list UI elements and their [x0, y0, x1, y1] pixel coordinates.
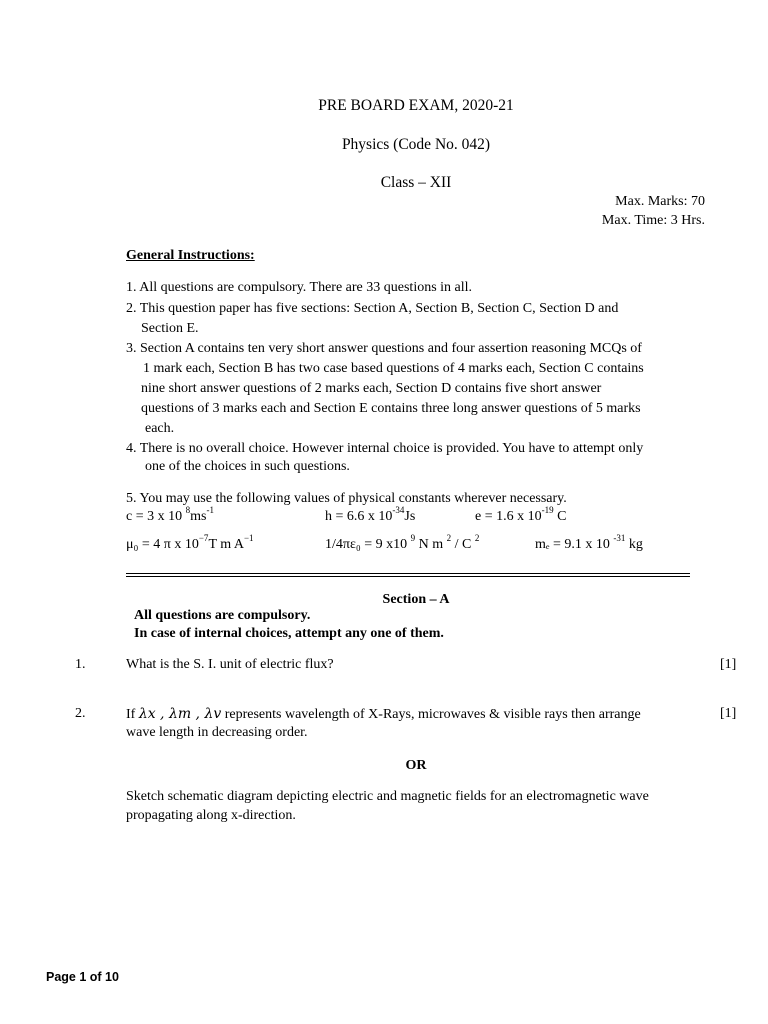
instruction-2a: 2. This question paper has five sections: Section A, Section B, Section C, Section D and	[126, 301, 619, 316]
constant-coulomb: 1/4πε₀ = 9 x10 $^9$ N m $^2$ / C $^2$	[325, 533, 480, 552]
exam-title: PRE BOARD EXAM, 2020-21	[318, 97, 514, 114]
instruction-3c: nine short answer questions of 2 marks each, Section D contains five short answer	[141, 381, 602, 396]
class-label: Class – XII	[380, 174, 452, 191]
divider-top	[126, 573, 690, 574]
instruction-2b: Section E.	[141, 321, 199, 336]
max-time: Max. Time: 3 Hrs.	[601, 213, 705, 228]
question-2-text-a: If λx , λm , λv represents wavelength of X-Rays, microwaves & visible rays then arrange	[126, 706, 641, 722]
section-a-note-1: All questions are compulsory.	[134, 608, 311, 623]
question-2-alt-b: propagating along x-direction.	[126, 808, 296, 823]
instruction-5: 5. You may use the following values of physical constants wherever necessary.	[126, 491, 567, 506]
question-1-marks: [1]	[720, 657, 737, 672]
instruction-3b: 1 mark each, Section B has two case based questions of 4 marks each, Section C contains	[143, 361, 644, 376]
constant-permeability: μ₀ = 4 π x $10^{-7}T$ m $A^{-1}$	[126, 533, 254, 552]
constant-electron-charge: e = 1.6 x $10^{-19}$ C	[475, 505, 567, 524]
instruction-4b: one of the choices in such questions.	[145, 459, 350, 474]
constant-speed-of-light: c = 3 x 10 $^8ms^{-1}$	[126, 505, 214, 524]
instruction-3e: each.	[145, 421, 175, 436]
question-2-alt-a: Sketch schematic diagram depicting electric and magnetic fields for an electromagnetic wave	[126, 789, 649, 804]
max-marks: Max. Marks: 70	[615, 194, 705, 209]
constant-planck: h = 6.6 x $10^{-34}Js$	[325, 505, 416, 524]
or-label: OR	[405, 758, 427, 773]
divider-bottom	[126, 576, 690, 577]
question-1-text: What is the S. I. unit of electric flux?	[126, 657, 334, 672]
constant-electron-mass: mₑ = 9.1 x 10 $^{-31}$ kg	[535, 533, 643, 552]
wavelength-symbols: λx , λm , λv	[138, 706, 222, 722]
instruction-4a: 4. There is no overall choice. However internal choice is provided. You have to attempt only	[126, 441, 644, 456]
section-a-title: Section – A	[382, 592, 450, 607]
question-2-marks: [1]	[720, 706, 737, 721]
page-number: Page 1 of 10	[46, 970, 119, 984]
question-2-text-b: wave length in decreasing order.	[126, 725, 308, 740]
instruction-1: 1. All questions are compulsory. There are 33 questions in all.	[126, 280, 473, 295]
question-2-number: 2.	[75, 706, 86, 721]
instruction-3a: 3. Section A contains ten very short answer questions and four assertion reasoning MCQs of	[126, 341, 642, 356]
instruction-3d: questions of 3 marks each and Section E contains three long answer questions of 5 marks	[141, 401, 641, 416]
question-1-number: 1.	[75, 657, 86, 672]
instructions-heading: General Instructions:	[126, 248, 255, 263]
subject-title: Physics (Code No. 042)	[341, 136, 491, 153]
section-a-note-2: In case of internal choices, attempt any one of them.	[134, 626, 444, 641]
